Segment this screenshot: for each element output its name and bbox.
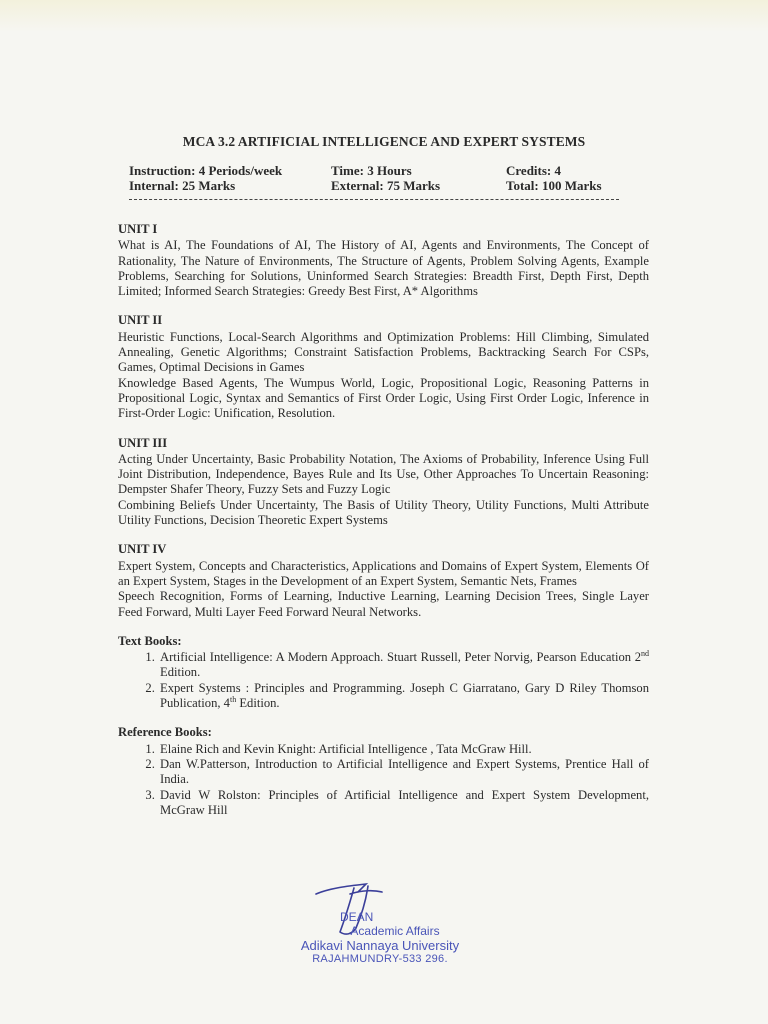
unit-1-section xyxy=(118,222,649,299)
unit-paragraph: Expert System, Concepts and Characteristics, Applications and Domains of Expert System, Elements Of an Expert System, Stages in the Development of an Expert System, Semantic Nets, Frames xyxy=(118,558,649,588)
unit-paragraph: Heuristic Functions, Local-Search Algorithms and Optimization Problems: Hill Climbing, Simulated Annealing, Genetic Algorithms; Constraint Satisfaction Problems, Backtracking Search For CSPs, Games, Optimal Decisions in Games xyxy=(118,329,649,375)
dean-stamp xyxy=(270,910,490,966)
unit-paragraph: Knowledge Based Agents, The Wumpus World, Logic, Propositional Logic, Reasoning Patterns in Propositional Logic, Syntax and Semantics of First Order Logic, Using First Order Logic, Inference in First-Order Logic: Unification, Resolution. xyxy=(118,375,649,421)
unit-heading: UNIT IV xyxy=(118,542,167,557)
ordinal-suffix: nd xyxy=(641,648,649,658)
reference-books-heading: Reference Books: xyxy=(118,725,212,740)
text-book-text: Artificial Intelligence: A Modern Approach. Stuart Russell, Peter Norvig, Pearson Education 2 xyxy=(160,650,641,665)
reference-books-list xyxy=(118,742,649,818)
syllabus-content xyxy=(118,222,649,832)
ordinal-suffix: th xyxy=(229,694,237,704)
stamp-line-office: Academic Affairs xyxy=(350,924,440,938)
course-title: MCA 3.2 ARTIFICIAL INTELLIGENCE AND EXPERT SYSTEMS xyxy=(182,134,586,149)
text-book-text: Expert Systems : Principles and Programming. Joseph C Giarratano, Gary D Riley Thomson Publication, 4 xyxy=(160,680,649,711)
reference-book-item: 1. Elaine Rich and Kevin Knight: Artificial Intelligence , Tata McGraw Hill. xyxy=(158,742,649,757)
reference-book-item: 3. David W Rolston: Principles of Artificial Intelligence and Expert System Development, McGraw Hill xyxy=(158,788,649,819)
text-books-section xyxy=(118,634,649,711)
unit-2-section xyxy=(118,313,649,421)
unit-paragraph: Combining Beliefs Under Uncertainty, The Basis of Utility Theory, Utility Functions, Multi Attribute Utility Functions, Decision Theoretic Expert Systems xyxy=(118,497,649,528)
stamp-line-university: Adikavi Nannaya University xyxy=(300,938,460,953)
meta-column-3 xyxy=(506,163,602,193)
meta-column-1 xyxy=(129,163,282,193)
unit-heading: UNIT II xyxy=(118,313,163,328)
stamp-line-dean: DEAN xyxy=(340,910,374,924)
time-text: Time: 3 Hours xyxy=(331,163,412,178)
dashed-divider xyxy=(129,199,619,200)
meta-column-2 xyxy=(331,163,440,193)
instruction-text: Instruction: 4 Periods/week xyxy=(129,163,283,178)
unit-3-section xyxy=(118,436,649,529)
text-books-heading: Text Books: xyxy=(118,633,182,648)
unit-heading: UNIT III xyxy=(118,435,168,450)
credits-text: Credits: 4 xyxy=(506,163,562,178)
text-book-item xyxy=(158,681,649,712)
reference-book-item: 2. Dan W.Patterson, Introduction to Artificial Intelligence and Expert Systems, Prentice Hall of India. xyxy=(158,757,649,788)
text-book-edition: Edition. xyxy=(236,696,280,711)
unit-4-section xyxy=(118,542,649,619)
scan-edge xyxy=(0,0,768,32)
text-books-list xyxy=(118,650,649,711)
stamp-line-address: RAJAHMUNDRY-533 296. xyxy=(312,953,448,965)
unit-paragraph: Speech Recognition, Forms of Learning, Inductive Learning, Learning Decision Trees, Single Layer Feed Forward, Multi Layer Feed Forward Neural Networks. xyxy=(118,589,649,619)
unit-paragraph: Acting Under Uncertainty, Basic Probability Notation, The Axioms of Probability, Inference Using Full Joint Distribution, Independence, Bayes Rule and Its Use, Other Approaches To Uncertain Reasoning: Dempster Shafer Theory, Fuzzy Sets and Fuzzy Logic xyxy=(118,451,649,497)
text-book-edition: Edition. xyxy=(160,665,201,680)
unit-paragraph: What is AI, The Foundations of AI, The History of AI, Agents and Environments, The Concept of Rationality, The Nature of Environments, The Structure of Agents, Problem Solving Agents, Example Problems, Searching for Solutions, Uninformed Search Strategies: Breadth First, Depth First, Depth Limited; Informed Search Strategies: Greedy Best First, A* Algorithms xyxy=(118,238,649,299)
external-marks-text: External: 75 Marks xyxy=(331,178,441,193)
signature-stamp-block xyxy=(270,880,490,990)
text-book-item xyxy=(158,650,649,681)
reference-books-section xyxy=(118,725,649,818)
internal-marks-text: Internal: 25 Marks xyxy=(129,178,236,193)
unit-heading: UNIT I xyxy=(118,222,158,236)
total-marks-text: Total: 100 Marks xyxy=(506,178,602,193)
